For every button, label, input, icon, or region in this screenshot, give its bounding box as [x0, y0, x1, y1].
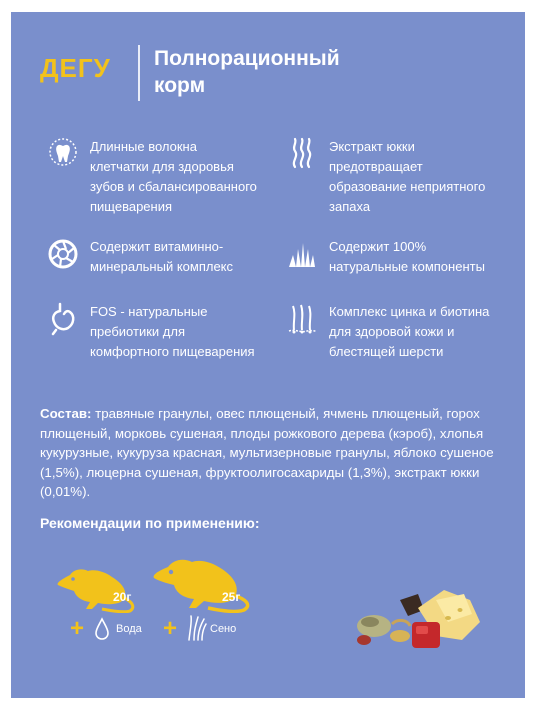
title-line-2: корм — [154, 74, 206, 97]
feature-text: FOS - натуральные пребиотики для комфортного пищеварения — [90, 304, 255, 359]
header — [40, 45, 340, 101]
plus-icon: + — [163, 615, 178, 642]
aperture-icon — [48, 237, 78, 271]
composition-text: травяные гранулы, овес плющеный, ячмень плющеный, горох плющеный, морковь сушеная, плоды рожкового дерева (кэроб), хлопья кукурузные, кукуруза красная, мультизерновые гранулы, яблоко сушеное (1,5%), люцерна сушеная, фруктоолигосахариды (1,3%), экстракт юкки (0,01%). — [40, 406, 494, 499]
plus-icon: + — [70, 615, 85, 642]
portion-weight-small: 20г — [113, 590, 132, 604]
feature-yucca — [287, 137, 485, 217]
header-divider — [138, 45, 140, 101]
composition-label: Состав: — [40, 406, 92, 421]
grass-icon — [287, 237, 317, 271]
page-title — [154, 45, 340, 99]
water-drop-icon — [94, 617, 110, 641]
water-label: Вода — [116, 623, 142, 635]
feature-text: Длинные волокна клетчатки для здоровья зубов и сбалансированного пищеварения — [90, 139, 257, 214]
hair-follicle-icon — [287, 302, 317, 336]
feature-text: Экстракт юкки предотвращает образование неприятного запаха — [329, 139, 486, 214]
small-rat-icon — [52, 565, 144, 613]
feature-text: Комплекс цинка и биотина для здоровой кожи и блестящей шерсти — [329, 304, 490, 359]
brand-name: ДЕГУ — [40, 53, 111, 83]
title-line-1: Полнорационный — [154, 47, 340, 70]
feature-text: Содержит витаминно- минеральный комплекс — [90, 239, 234, 274]
feature-natural — [287, 237, 485, 277]
food-mix-image — [352, 588, 492, 658]
tooth-icon — [48, 137, 78, 171]
feature-fos — [48, 302, 255, 362]
feature-teeth — [48, 137, 257, 217]
hay-label: Сено — [210, 623, 237, 635]
recommendations-title: Рекомендации по применению: — [40, 515, 260, 531]
smell-waves-icon — [287, 137, 317, 171]
feature-zinc-biotin — [287, 302, 489, 362]
feature-text: Содержит 100% натуральные компоненты — [329, 239, 485, 274]
portion-weight-large: 25г — [222, 590, 241, 604]
hay-icon — [186, 614, 208, 642]
stomach-icon — [48, 302, 78, 336]
large-rat-icon — [148, 555, 260, 613]
composition-block — [40, 404, 500, 502]
feature-vitamins — [48, 237, 233, 277]
